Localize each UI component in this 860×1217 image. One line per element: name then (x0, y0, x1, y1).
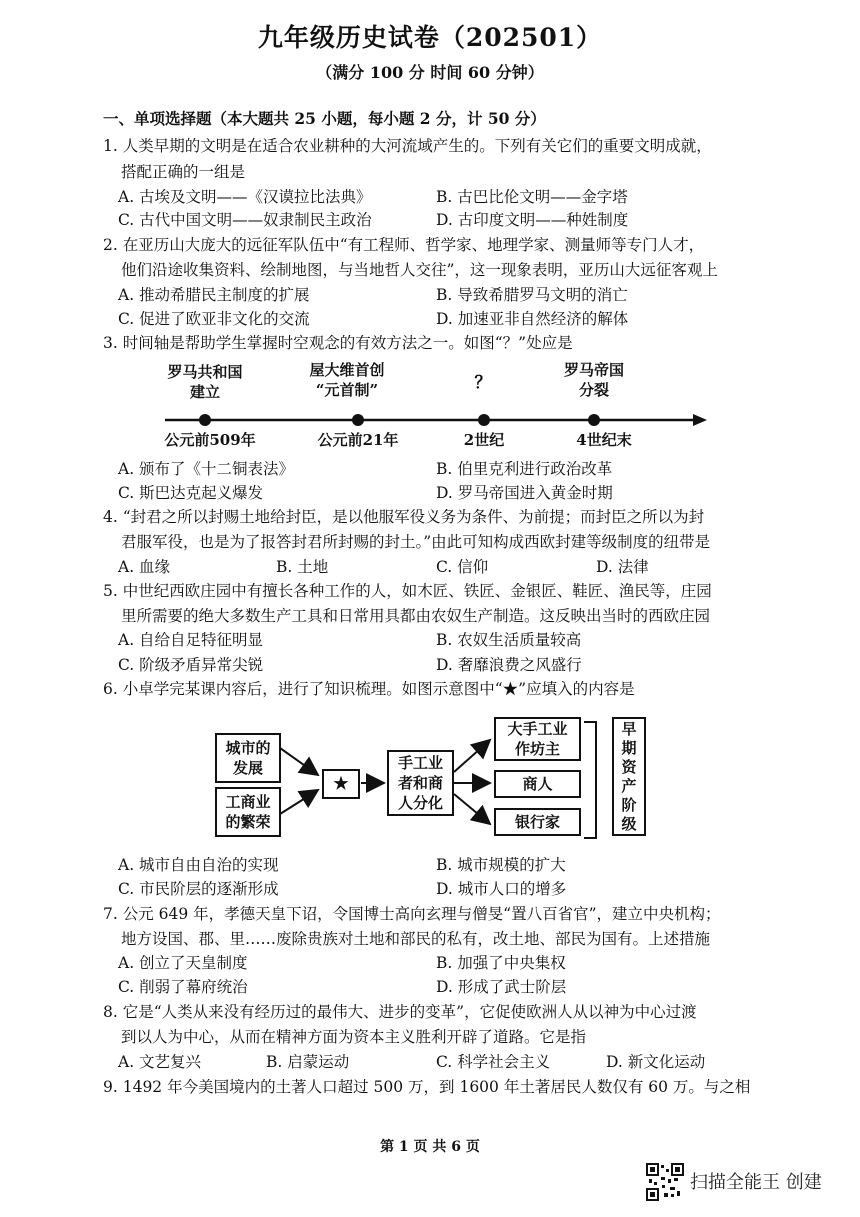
timeline-dot-21bc (352, 414, 364, 426)
q6-option-c: C. 市民阶层的逐渐形成 (118, 880, 279, 898)
timeline-label-roman-republic: 罗马共和国 建立 (167, 363, 243, 401)
q5-option-c: C. 阶级矛盾异常尖锐 (118, 656, 264, 674)
q5-option-b: B. 农奴生活质量较高 (436, 631, 582, 649)
q9-stem-line1: 9. 1492 年今美国境内的土著人口超过 500 万，到 1600 年土著居民人数仅有 60 万。与之相 (103, 1078, 751, 1096)
timeline-date-21bc: 公元前21年 (317, 431, 399, 449)
q5-option-d: D. 奢靡浪费之风盛行 (436, 656, 582, 674)
q4-option-a: A. 血缘 (118, 558, 171, 576)
diagram-box-differentiation: 手工业 者和商 人分化 (387, 750, 454, 816)
diagram-box-merchants: 商人 (494, 770, 581, 798)
q1-stem-line1: 1. 人类早期的文明是在适合农业耕种的大河流域产生的。下列有关它们的重要文明成就， (103, 137, 712, 155)
q6-option-b: B. 城市规模的扩大 (436, 856, 566, 874)
q2-option-a: A. 推动希腊民主制度的扩展 (118, 286, 310, 304)
timeline-label-empire-split: 罗马帝国 分裂 (563, 361, 624, 399)
q5-stem-line2: 里所需要的绝大多数生产工具和日常用具都由农奴生产制造。这反映出当时的西欧庄园 (121, 607, 711, 625)
timeline-label-question: ？ (474, 373, 492, 393)
q2-stem-line1: 2. 在亚历山大庞大的远征军队伍中“有工程师、哲学家、地理学家、测量师等专门人才， (103, 236, 705, 254)
timeline-date-2nd-century: 2世纪 (463, 431, 505, 449)
q1-option-d: D. 古印度文明——种姓制度 (436, 211, 629, 229)
diagram-box-commerce: 工商业 的繁荣 (215, 787, 281, 837)
q8-option-a: A. 文艺复兴 (118, 1053, 202, 1071)
q1-option-b: B. 古巴比伦文明——金字塔 (436, 188, 628, 206)
exam-subtitle: （满分 100 分 时间 60 分钟） (316, 63, 544, 82)
page-number: 第 1 页 共 6 页 (380, 1139, 480, 1155)
timeline-dot-509bc (199, 414, 211, 426)
q7-stem-line1: 7. 公元 649 年，孝德天皇下诏，令国博士高向玄理与僧旻“置八百省官”，建立中央机构； (103, 905, 721, 923)
q6-option-d: D. 城市人口的增多 (436, 880, 567, 898)
q4-option-b: B. 土地 (276, 558, 329, 576)
q2-option-c: C. 促进了欧亚非文化的交流 (118, 310, 310, 328)
q7-option-c: C. 削弱了幕府统治 (118, 978, 248, 996)
q8-stem-line2: 到以人为中心，从而在精神方面为资本主义胜利开辟了道路。它是指 (121, 1028, 587, 1046)
q4-option-d: D. 法律 (596, 558, 649, 576)
q4-option-c: C. 信仰 (436, 558, 489, 576)
q7-option-a: A. 创立了天皇制度 (118, 954, 248, 972)
q1-option-c: C. 古代中国文明——奴隶制民主政治 (118, 211, 372, 229)
q2-option-b: B. 导致希腊罗马文明的消亡 (436, 286, 628, 304)
timeline-dot-4th-century (588, 414, 600, 426)
q6-option-a: A. 城市自由自治的实现 (118, 856, 279, 874)
q4-stem-line2: 君服军役，也是为了报答封君所封赐的封土。”由此可知构成西欧封建等级制度的纽带是 (121, 533, 711, 551)
q1-stem-line2: 搭配正确的一组是 (121, 163, 246, 181)
q2-stem-line2: 他们沿途收集资料、绘制地图，与当地哲人交往”，这一现象表明，亚历山大远征客观上 (121, 261, 718, 279)
q8-option-b: B. 启蒙运动 (266, 1053, 350, 1071)
qr-code-icon (646, 1163, 684, 1201)
q7-stem-line2: 地方设国、郡、里……废除贵族对土地和部民的私有，改土地、部民为国有。上述措施 (121, 930, 711, 948)
q1-option-a: A. 古埃及文明——《汉谟拉比法典》 (118, 188, 372, 206)
q5-option-a: A. 自给自足特征明显 (118, 631, 264, 649)
diagram-box-city-development: 城市的 发展 (215, 733, 281, 783)
timeline-axis (160, 410, 710, 432)
scanner-watermark: 扫描全能王 创建 (690, 1172, 822, 1193)
q3-option-a: A. 颁布了《十二铜表法》 (118, 460, 295, 478)
q3-option-c: C. 斯巴达克起义爆发 (118, 484, 264, 502)
timeline-label-principate: 屋大维首创 “元首制” (309, 361, 385, 399)
q2-option-d: D. 加速亚非自然经济的解体 (436, 310, 629, 328)
q3-option-d: D. 罗马帝国进入黄金时期 (436, 484, 613, 502)
diagram-box-workshop-owners: 大手工业 作坊主 (494, 717, 581, 761)
timeline-dot-2nd-century (478, 414, 490, 426)
diagram-box-star: ★ (322, 769, 360, 799)
q7-option-b: B. 加强了中央集权 (436, 954, 566, 972)
q6-stem: 6. 小卓学完某课内容后，进行了知识梳理。如图示意图中“★”应填入的内容是 (103, 680, 635, 698)
section-heading: 一、单项选择题（本大题共 25 小题，每小题 2 分，计 50 分） (103, 109, 546, 128)
q3-stem: 3. 时间轴是帮助学生掌握时空观念的有效方法之一。如图“？”处应是 (103, 334, 573, 352)
exam-title: 九年级历史试卷（202501） (257, 23, 603, 52)
timeline-date-4th-century: 4世纪末 (576, 431, 632, 449)
q8-option-d: D. 新文化运动 (606, 1053, 706, 1071)
q3-option-b: B. 伯里克利进行政治改革 (436, 460, 613, 478)
q8-option-c: C. 科学社会主义 (436, 1053, 551, 1071)
q5-stem-line1: 5. 中世纪西欧庄园中有擅长各种工作的人，如木匠、铁匠、金银匠、鞋匠、渔民等，庄园 (103, 582, 712, 600)
diagram-box-bankers: 银行家 (494, 808, 581, 836)
q7-option-d: D. 形成了武士阶层 (436, 978, 567, 996)
diagram-box-early-bourgeoisie: 早 期 资 产 阶 级 (612, 717, 646, 836)
q8-stem-line1: 8. 它是“人类从来没有经历过的最伟大、进步的变革”，它促使欧洲人从以神为中心过渡 (103, 1003, 697, 1021)
timeline-date-509bc: 公元前509年 (164, 431, 256, 449)
q4-stem-line1: 4. “封君之所以封赐土地给封臣，是以他服军役义务为条件、为前提；而封臣之所以为封 (103, 508, 705, 526)
